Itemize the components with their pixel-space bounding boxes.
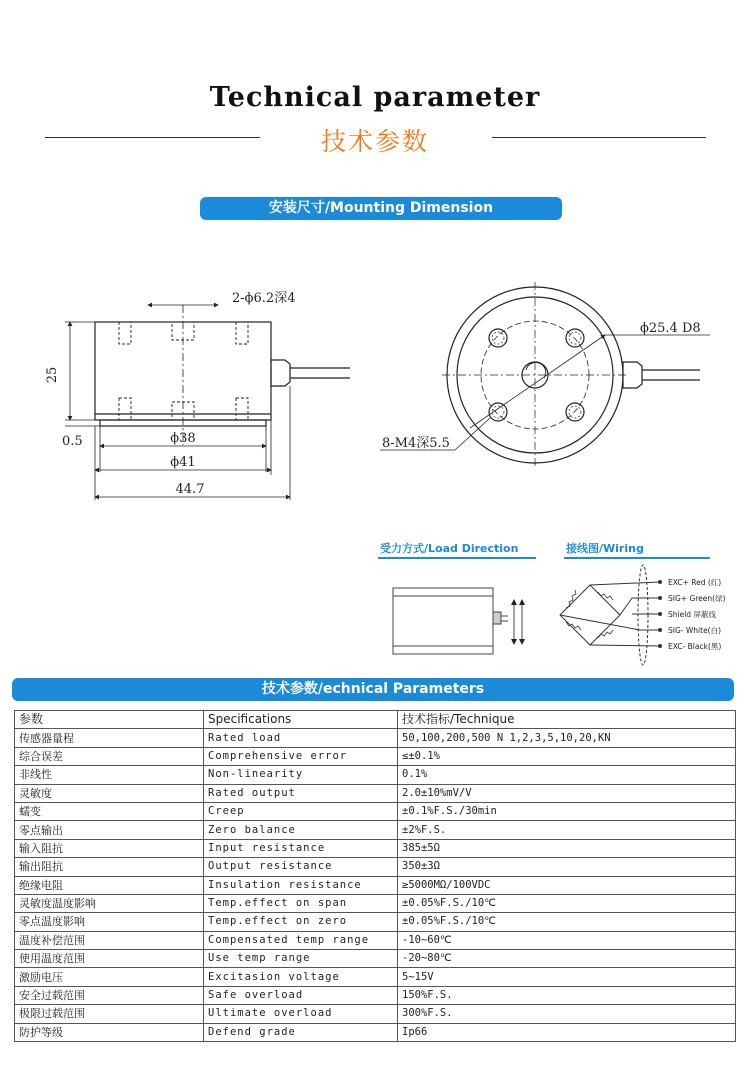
wiring-diagram (560, 565, 662, 665)
table-row (15, 950, 736, 968)
spec-cell: Creep (204, 802, 398, 820)
parameters-table (14, 710, 736, 1042)
param-name-cell: 极限过载范围 (15, 1005, 204, 1023)
wiring-rule (564, 557, 710, 559)
spec-cell: Defend grade (204, 1023, 398, 1041)
table-row (15, 821, 736, 839)
table-row (15, 784, 736, 802)
header-cell: 技术指标/Technique (398, 711, 736, 729)
spec-cell: Excitasion voltage (204, 968, 398, 986)
technique-cell: -10~60℃ (398, 931, 736, 949)
param-name-cell: 温度补偿范围 (15, 931, 204, 949)
param-name-cell: 输入阻抗 (15, 839, 204, 857)
spec-cell: Non-linearity (204, 766, 398, 784)
label-gap: 0.5 (62, 434, 83, 449)
param-name-cell: 安全过载范围 (15, 986, 204, 1004)
param-name-cell: 综合误差 (15, 747, 204, 765)
spec-cell: Rated output (204, 784, 398, 802)
load-direction-drawing (393, 588, 522, 654)
wiring-label: 接线图/Wiring (566, 542, 644, 555)
table-row (15, 1005, 736, 1023)
spec-cell: Rated load (204, 729, 398, 747)
param-name-cell: 零点输出 (15, 821, 204, 839)
technique-cell: 385±5Ω (398, 839, 736, 857)
spec-cell: Use temp range (204, 950, 398, 968)
wire-label: EXC- Black(黑) (668, 642, 722, 651)
load-direction-label: 受力方式/Load Direction (380, 542, 519, 555)
label-thread: 8-M4深5.5 (382, 436, 450, 451)
spec-cell: Compensated temp range (204, 931, 398, 949)
label-d38: ϕ38 (170, 431, 196, 446)
spec-cell: Comprehensive error (204, 747, 398, 765)
param-name-cell: 灵敏度 (15, 784, 204, 802)
technique-cell: 50,100,200,500 N 1,2,3,5,10,20,KN (398, 729, 736, 747)
spec-cell: Insulation resistance (204, 876, 398, 894)
param-name-cell: 蠕变 (15, 802, 204, 820)
technique-cell: ±2%F.S. (398, 821, 736, 839)
technique-cell: -20~80℃ (398, 950, 736, 968)
spec-cell: Input resistance (204, 839, 398, 857)
wire-label: SIG+ Green(绿) (668, 594, 726, 603)
spec-cell: Ultimate overload (204, 1005, 398, 1023)
spec-cell: Output resistance (204, 858, 398, 876)
technical-parameters-banner: 技术参数/echnical Parameters (12, 678, 734, 701)
technique-cell: ±0.1%F.S./30min (398, 802, 736, 820)
technique-cell: Ip66 (398, 1023, 736, 1041)
spec-cell: Zero balance (204, 821, 398, 839)
param-name-cell: 绝缘电阻 (15, 876, 204, 894)
technique-cell: 150%F.S. (398, 986, 736, 1004)
technique-cell: 0.1% (398, 766, 736, 784)
table-row (15, 894, 736, 912)
technique-cell: ≥5000MΩ/100VDC (398, 876, 736, 894)
param-name-cell: 输出阻抗 (15, 858, 204, 876)
technique-cell: 2.0±10%mV/V (398, 784, 736, 802)
spec-cell: Temp.effect on span (204, 894, 398, 912)
mounting-dimension-banner: 安装尺寸/Mounting Dimension (200, 197, 562, 220)
label-width: 44.7 (175, 482, 205, 497)
param-name-cell: 使用温度范围 (15, 950, 204, 968)
technique-cell: ±0.05%F.S./10℃ (398, 894, 736, 912)
label-height: 25 (45, 366, 60, 384)
table-row (15, 968, 736, 986)
label-d41: ϕ41 (170, 455, 196, 470)
table-header-row (15, 711, 736, 729)
table-row (15, 802, 736, 820)
table-row (15, 858, 736, 876)
technique-cell: ≤±0.1% (398, 747, 736, 765)
table-row (15, 747, 736, 765)
header-cell: Specifications (204, 711, 398, 729)
spec-cell: Safe overload (204, 986, 398, 1004)
table-row (15, 913, 736, 931)
table-row (15, 986, 736, 1004)
label-pcd: ϕ25.4 D8 (640, 321, 701, 336)
param-name-cell: 零点温度影响 (15, 913, 204, 931)
load-direction-rule (378, 557, 536, 559)
page-subtitle: 技术参数 (320, 127, 429, 156)
table-row (15, 729, 736, 747)
table-row (15, 766, 736, 784)
spec-cell: Temp.effect on zero (204, 913, 398, 931)
wire-label: EXC+ Red (红) (668, 578, 722, 587)
side-view-drawing (65, 305, 350, 500)
header-cell: 参数 (15, 711, 204, 729)
param-name-cell: 激励电压 (15, 968, 204, 986)
technique-cell: 5~15V (398, 968, 736, 986)
page-title: Technical parameter (209, 82, 541, 113)
table-row (15, 931, 736, 949)
table-row (15, 876, 736, 894)
technique-cell: 300%F.S. (398, 1005, 736, 1023)
param-name-cell: 灵敏度温度影响 (15, 894, 204, 912)
wire-label: Shield 屏蔽线 (668, 610, 716, 619)
technique-cell: ±0.05%F.S./10℃ (398, 913, 736, 931)
wire-label: SIG- White(白) (668, 626, 722, 635)
table-row (15, 839, 736, 857)
param-name-cell: 传感器量程 (15, 729, 204, 747)
label-holes-top: 2-ϕ6.2深4 (232, 291, 296, 306)
param-name-cell: 防护等级 (15, 1023, 204, 1041)
technique-cell: 350±3Ω (398, 858, 736, 876)
table-row (15, 1023, 736, 1041)
param-name-cell: 非线性 (15, 766, 204, 784)
